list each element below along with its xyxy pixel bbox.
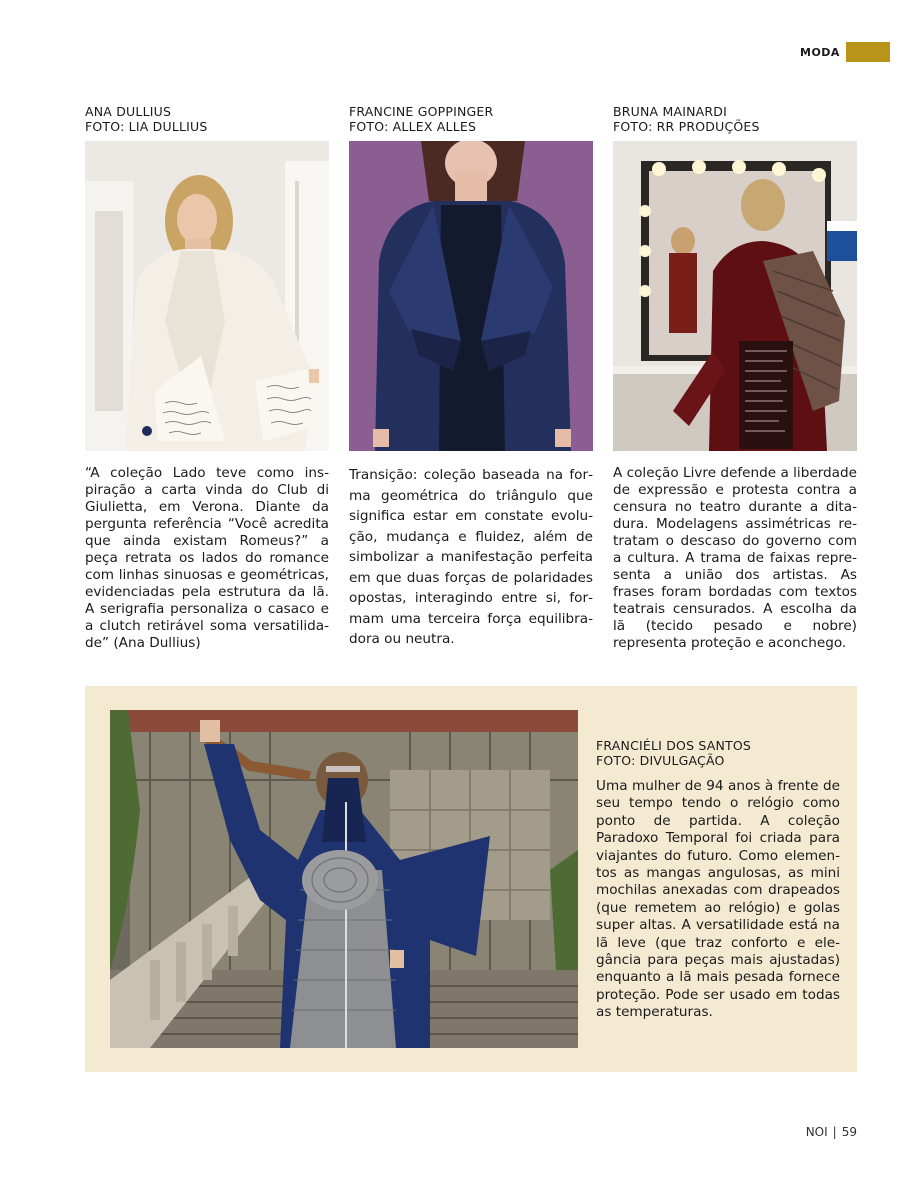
designer-column-3: [613, 104, 857, 652]
photo-navy-coat: [349, 141, 593, 451]
feature-text: [596, 738, 840, 1022]
photographer-credit: FOTO: LIA DULLIUS: [85, 119, 208, 134]
photo-red-coat-mirror: [613, 141, 857, 451]
footer-separator: |: [832, 1125, 837, 1139]
photographer-credit: FOTO: ALLEX ALLES: [349, 119, 477, 134]
section-accent-bar: [846, 42, 890, 62]
photo-blue-coat-stairs: [110, 710, 578, 1048]
page-number: 59: [841, 1125, 857, 1139]
designer-description: “A coleção Lado teve como inspiração a carta vinda do Club di Giulietta, em Verona. Diante da pergunta referência “Você acredita que ainda existam Romeus?” a peça retrata os lados do romance com linhas sinuosas e geométricas, evidenciadas pela estrutura da lã. A serigrafia personaliza o casaco e a clutch retirável soma versatilidade” (Ana Dullius): [85, 465, 329, 651]
designer-name: ANA DULLIUS: [85, 104, 172, 119]
photographer-credit: FOTO: RR PRODUÇÕES: [613, 119, 760, 134]
designer-description: Uma mulher de 94 anos à frente de seu tempo tendo o relógio como ponto de partida. A coleção Paradoxo Temporal foi criada para viajantes do futuro. Como elementos as mangas angulosas, as mini mochilas anexadas com drapeados (que remetem ao relógio) e golas super altas. A versatilidade está na lã leve (que traz conforto e elegância para peças mais ajustadas) enquanto a lã mais pesada fornece proteção. Pode ser usado em todas as temperaturas.: [596, 778, 840, 1021]
designer-column-2: [349, 104, 593, 650]
photo-credit: [349, 104, 593, 134]
feature-panel: [85, 686, 857, 1072]
magazine-name: NOI: [805, 1125, 828, 1139]
photo-credit: [613, 104, 857, 134]
designer-name: BRUNA MAINARDI: [613, 104, 728, 119]
photo-white-coat: [85, 141, 329, 451]
page-footer: [806, 1125, 857, 1139]
designer-name: FRANCINE GOPPINGER: [349, 104, 494, 119]
photo-credit: [85, 104, 329, 134]
designer-description: Transição: coleção baseada na forma geométrica do triângulo que significa estar em constate evolução, mudança e fluidez, além de simbolizar a manifestação perfeita em que duas forças de polaridades opostas, interagindo entre si, formam uma terceira força equilibradora ou neutra.: [349, 467, 593, 647]
photo-credit: [596, 738, 840, 768]
section-tag: [800, 42, 890, 62]
designer-name: FRANCIÉLI DOS SANTOS: [596, 738, 752, 753]
photographer-credit: FOTO: DIVULGAÇÃO: [596, 753, 725, 768]
designer-column-1: [85, 104, 329, 652]
section-label: MODA: [800, 45, 840, 59]
designer-description: A coleção Livre defende a liberdade de expressão e protesta contra a censura no teatro durante a ditadura. Modelagens assimétricas retratam o descaso do governo com a cultura. A trama de faixas representa a união dos artistas. As frases foram bordadas com textos teatrais censurados. A escolha da lã (tecido pesado e nobre) representa proteção e aconchego.: [613, 465, 857, 651]
